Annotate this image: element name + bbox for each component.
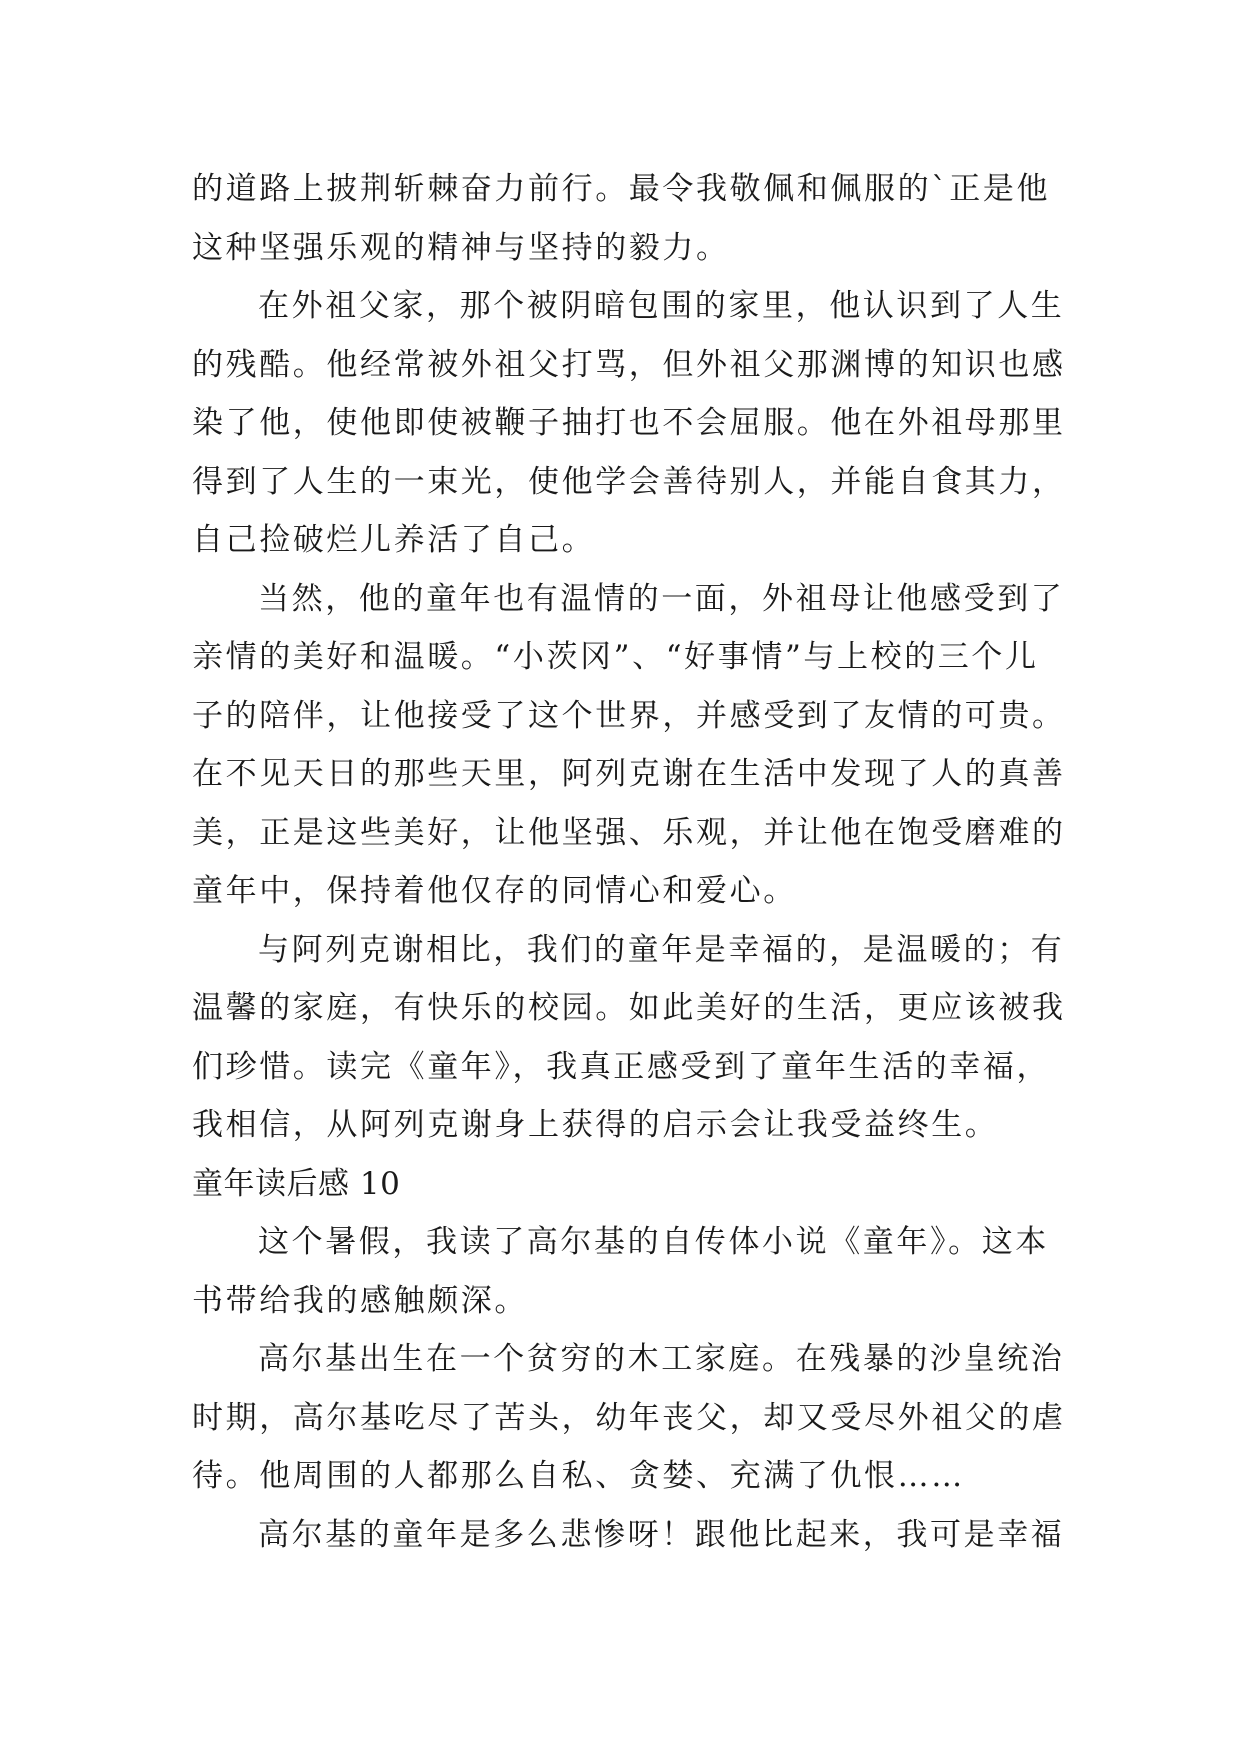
text-line: 子的陪伴，让他接受了这个世界，并感受到了友情的可贵。 — [192, 697, 1066, 734]
text-line: 们珍惜。读完《童年》，我真正感受到了童年生活的幸福， — [192, 1048, 1051, 1085]
text-line: 的道路上披荆斩棘奋力前行。最令我敬佩和佩服的`正是他 — [192, 171, 1051, 207]
text-line: 待。他周围的人都那么自私、贪婪、充满了仇恨…… — [192, 1458, 965, 1494]
text-line: 童年中，保持着他仅存的同情心和爱心。 — [192, 873, 797, 909]
text-line: 自己捡破烂儿养活了自己。 — [192, 522, 596, 558]
paragraph-start-line: 在外祖父家，那个被阴暗包围的家里，他认识到了人生 — [258, 288, 1065, 324]
text-line: 得到了人生的一束光，使他学会善待别人，并能自食其力， — [192, 463, 1066, 500]
paragraph-start-line: 高尔基的童年是多么悲惨呀！跟他比起来，我可是幸福 — [258, 1516, 1065, 1553]
body-text — [192, 160, 1066, 1564]
text-line: 亲情的美好和温暖。“小茨冈”、“好事情”与上校的三个儿 — [192, 639, 1039, 675]
text-line: 我相信，从阿列克谢身上获得的启示会让我受益终生。 — [192, 1107, 999, 1143]
text-line: 染了他，使他即使被鞭子抽打也不会屈服。他在外祖母那里 — [192, 405, 1066, 441]
paragraph-start-line: 这个暑假，我读了高尔基的自传体小说《童年》。这本 — [258, 1224, 1049, 1260]
text-line: 这种坚强乐观的精神与坚持的毅力。 — [192, 229, 730, 266]
text-line: 美，正是这些美好，让他坚强、乐观，并让他在饱受磨难的 — [192, 814, 1066, 851]
section-heading: 童年读后感 10 — [192, 1165, 401, 1202]
text-line: 书带给我的感触颇深。 — [192, 1282, 528, 1319]
text-line: 温馨的家庭，有快乐的校园。如此美好的生活，更应该被我 — [192, 990, 1066, 1026]
paragraph-start-line: 高尔基出生在一个贫穷的木工家庭。在残暴的沙皇统治 — [258, 1341, 1065, 1377]
text-line: 时期，高尔基吃尽了苦头，幼年丧父，却又受尽外祖父的虐 — [192, 1399, 1066, 1436]
text-line: 在不见天日的那些天里，阿列克谢在生活中发现了人的真善 — [192, 756, 1066, 792]
paragraph-start-line: 当然，他的童年也有温情的一面，外祖母让他感受到了 — [258, 580, 1065, 617]
text-line: 的残酷。他经常被外祖父打骂，但外祖父那渊博的知识也感 — [192, 346, 1066, 383]
paragraph-start-line: 与阿列克谢相比，我们的童年是幸福的，是温暖的；有 — [258, 931, 1065, 968]
